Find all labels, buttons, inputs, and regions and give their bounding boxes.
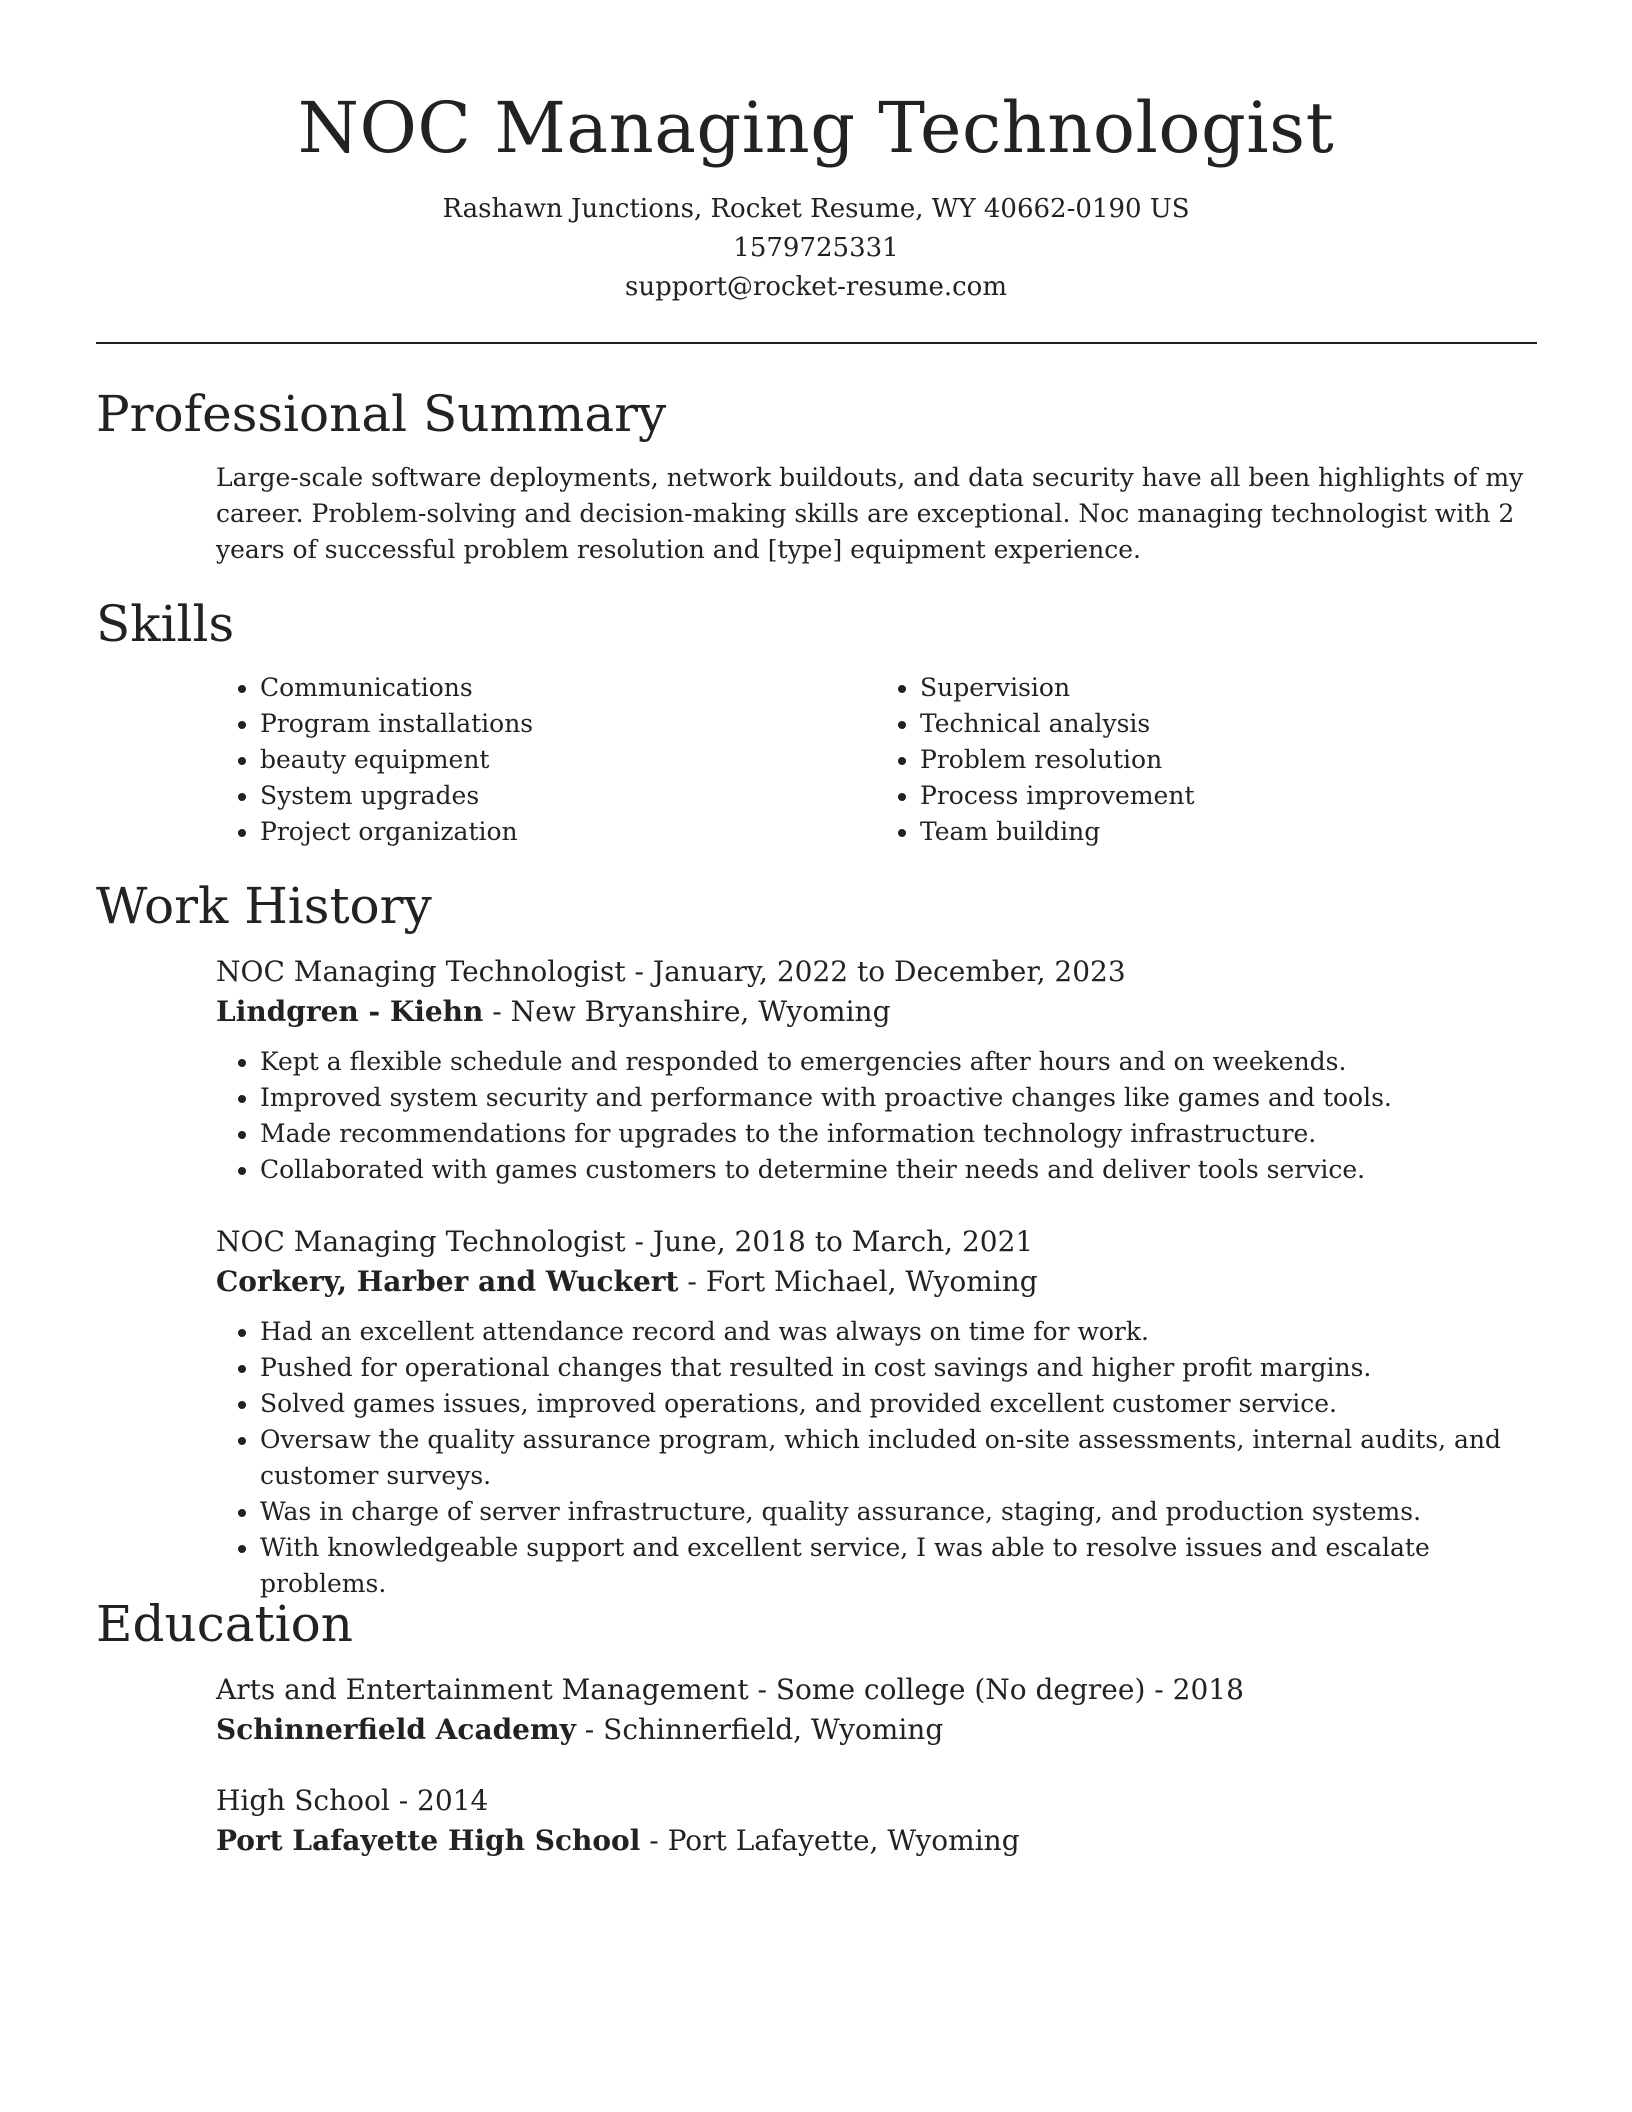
skill-item: • Process improvement (920, 778, 1536, 814)
education-school: Port Lafayette High School (216, 1824, 641, 1857)
education-degree: Arts and Entertainment Management - Some college (No degree) (216, 1673, 1146, 1706)
candidate-name: NOC Managing Technologist (297, 87, 1335, 169)
job-title-line (216, 1222, 1536, 1262)
job-dates: - June, 2018 to March, 2021 (625, 1225, 1034, 1258)
education-entry (216, 1781, 1536, 1861)
education-degree: High School (216, 1784, 390, 1817)
skill-item: • Program installations (260, 706, 876, 742)
job-entry (216, 1222, 1536, 1602)
job-bullet: • Was in charge of server infrastructure, quality assurance, staging, and production systems. (260, 1494, 1536, 1530)
summary-text: Large-scale software deployments, network buildouts, and data security have all been highlights of my career. Problem-solving and decision-making skills are exceptional. Noc managing technologist with 2 years of successful problem resolution and [type] equipment experience. (216, 463, 1524, 564)
header-divider (96, 342, 1537, 344)
education-location: - Port Lafayette, Wyoming (640, 1824, 1020, 1857)
job-bullets (216, 1314, 1536, 1602)
job-bullet: • Collaborated with games customers to determine their needs and deliver tools service. (260, 1152, 1536, 1188)
skill-item: • Technical analysis (920, 706, 1536, 742)
skill-item: • Supervision (920, 670, 1536, 706)
contact-email: support@rocket-resume.com (624, 272, 1007, 302)
education-degree-line (216, 1670, 1536, 1710)
job-title: NOC Managing Technologist (216, 955, 626, 988)
job-bullet: • Kept a flexible schedule and responded to emergencies after hours and on weekends. (260, 1044, 1536, 1080)
education-school-line (216, 1821, 1536, 1861)
education-year: - 2014 (389, 1784, 489, 1817)
skill-item: • Team building (920, 814, 1536, 850)
job-company-line (216, 992, 1536, 1032)
skills-list-right (876, 670, 1536, 850)
education-location: - Schinnerfield, Wyoming (575, 1713, 944, 1746)
job-dates: - January, 2022 to December, 2023 (625, 955, 1126, 988)
job-location: - Fort Michael, Wyoming (678, 1265, 1038, 1298)
summary-heading: Professional Summary (96, 385, 667, 443)
job-title-line (216, 952, 1536, 992)
education-heading: Education (96, 1595, 353, 1653)
job-bullet: • Improved system security and performance with proactive changes like games and tools. (260, 1080, 1536, 1116)
job-bullet: • Made recommendations for upgrades to the information technology infrastructure. (260, 1116, 1536, 1152)
skill-item: • Communications (260, 670, 876, 706)
work-history-heading: Work History (96, 877, 432, 935)
job-title: NOC Managing Technologist (216, 1225, 626, 1258)
job-company: Lindgren - Kiehn (216, 995, 484, 1028)
job-company-line (216, 1262, 1536, 1302)
job-company: Corkery, Harber and Wuckert (216, 1265, 679, 1298)
skill-item: • Problem resolution (920, 742, 1536, 778)
skills-section (216, 670, 1536, 850)
skill-item: • Project organization (260, 814, 876, 850)
job-bullet: • Had an excellent attendance record and was always on time for work. (260, 1314, 1536, 1350)
skill-item: • beauty equipment (260, 742, 876, 778)
skills-heading: Skills (96, 595, 235, 653)
job-bullet: • Pushed for operational changes that resulted in cost savings and higher profit margins. (260, 1350, 1536, 1386)
job-bullets (216, 1044, 1536, 1188)
skills-list-left (216, 670, 876, 850)
job-location: - New Bryanshire, Wyoming (483, 995, 891, 1028)
contact-phone: 1579725331 (733, 233, 899, 263)
skill-item: • System upgrades (260, 778, 876, 814)
resume-header (0, 0, 1632, 307)
job-bullet: • Oversaw the quality assurance program, which included on-site assessments, internal audits, and customer surveys. (260, 1422, 1536, 1494)
education-school: Schinnerfield Academy (216, 1713, 576, 1746)
education-school-line (216, 1710, 1536, 1750)
job-entry (216, 952, 1536, 1188)
education-entry (216, 1670, 1536, 1750)
education-year: - 2018 (1145, 1673, 1244, 1706)
contact-address: Rashawn Junctions, Rocket Resume, WY 40662-0190 US (442, 194, 1190, 224)
job-bullet: • With knowledgeable support and excellent service, I was able to resolve issues and escalate problems. (260, 1530, 1536, 1602)
summary-section (216, 460, 1536, 568)
job-bullet: • Solved games issues, improved operations, and provided excellent customer service. (260, 1386, 1536, 1422)
education-degree-line (216, 1781, 1536, 1821)
contact-block (0, 190, 1632, 307)
